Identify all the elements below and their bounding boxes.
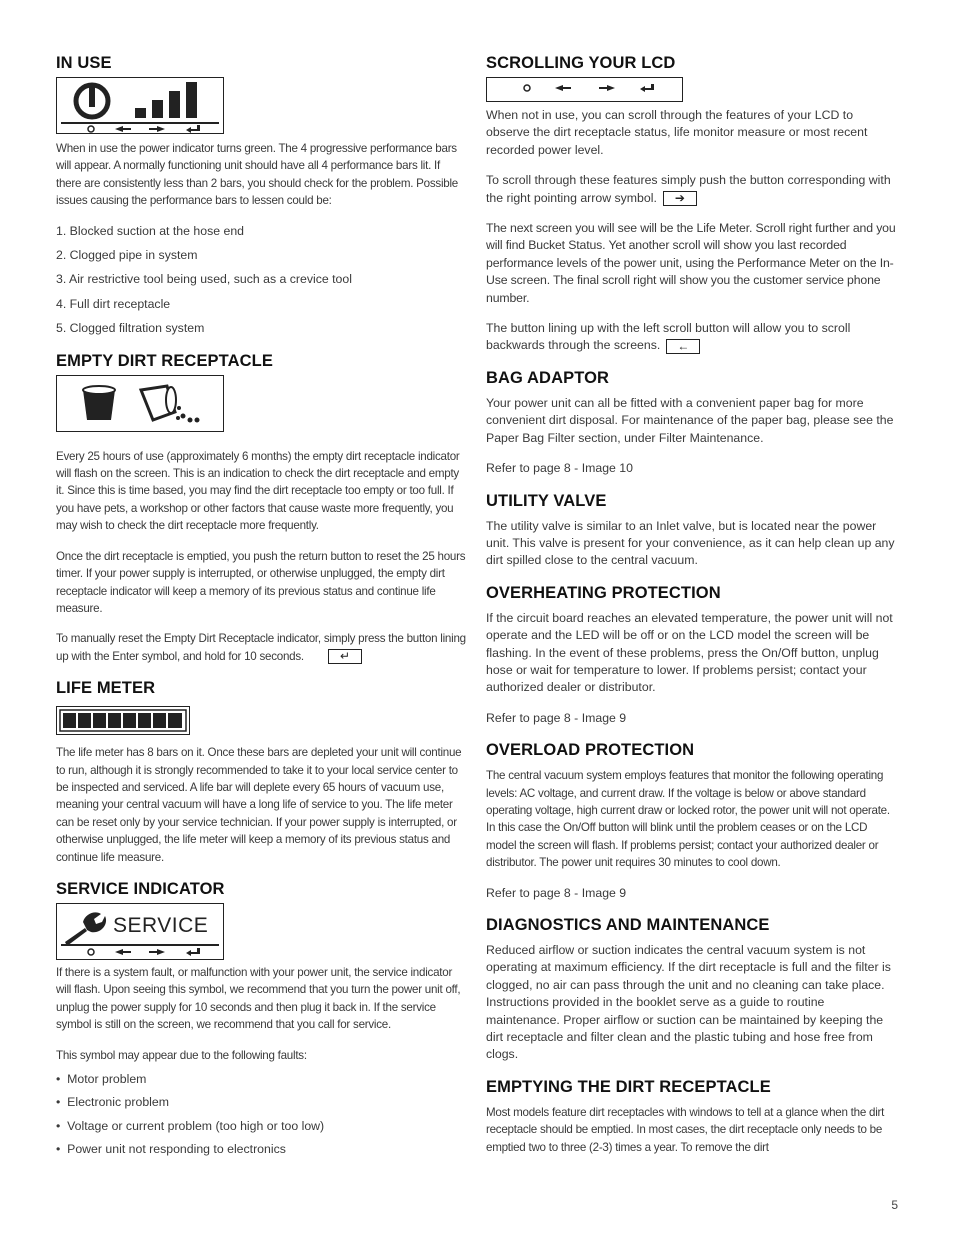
left-column bbox=[56, 52, 468, 1159]
scrolling-paragraph-2 bbox=[486, 172, 900, 207]
overload-reference: Refer to page 8 - Image 9 bbox=[486, 885, 627, 900]
diagnostics-heading: DIAGNOSTICS AND MAINTENANCE bbox=[486, 916, 770, 934]
empty-dirt-paragraph-1: Every 25 hours of use (approximately 6 months) the empty dirt receptacle indicator will flash on the screen. This is an indication to check the dirt receptacle and empty it. Since this is time based, you may find the dirt receptacle too empty or too full. If you have pets, a workshop or other factors that cause waste more frequently, you may wish to check the dirt receptacle more frequently. bbox=[56, 449, 460, 533]
emptying-paragraph: Most models feature dirt receptacles with windows to tell at a glance when the dirt receptacle should be emptied. In most cases, the dirt receptacle only needs to be emptied two to three (2-3) times a year. To remove the dirt bbox=[486, 1105, 885, 1154]
list-item: • Voltage or current problem (too high or too low) bbox=[56, 1118, 325, 1133]
enter-icon bbox=[186, 948, 200, 956]
bag-adaptor-paragraph: Your power unit can all be fitted with a convenient paper bag for more convenient dirt disposal. For maintenance of the paper bag, please see the Paper Bag Filter section, under Filter Maintenance. bbox=[486, 395, 894, 445]
life-meter-bars bbox=[57, 707, 189, 734]
circle-button-icon bbox=[88, 126, 94, 132]
left-arrow-icon bbox=[115, 949, 131, 955]
overload-paragraph: The central vacuum system employs features that monitor the following operating levels: AC voltage, and current draw. If the voltage is below or above standard operating voltage, high current draw or locked rotor, the power unit will not operate. In this case the On/Off button will blink until the problem ceases or on the LCD model the screen will flash. If problems persist; contact your authorized dealer or distributor. The power unit requires 30 minutes to cool down. bbox=[486, 769, 890, 870]
list-item: • Power unit not responding to electronics bbox=[56, 1142, 286, 1157]
life-bar bbox=[93, 713, 106, 728]
life-bar bbox=[168, 713, 182, 728]
right-arrow-icon: ➔ bbox=[663, 191, 697, 206]
scrolling-heading: SCROLLING YOUR LCD bbox=[486, 54, 676, 72]
empty-dirt-reset-text: To manually reset the Empty Dirt Receptacle indicator, simply press the button lining up with the Enter symbol, and hold for 10 seconds. bbox=[56, 632, 466, 663]
list-item: 1. Blocked suction at the hose end bbox=[56, 223, 244, 238]
in-use-lcd-graphic bbox=[57, 78, 223, 133]
wrench-icon bbox=[65, 912, 106, 946]
performance-bar-4 bbox=[186, 82, 197, 118]
in-use-lcd bbox=[56, 77, 224, 134]
diagnostics-paragraph: Reduced airflow or suction indicates the central vacuum system is not operating at maximum efficiency. If the dirt receptacle is full and the filter is clogged, no air can pass through the unit and no cleaning can take place. Instructions provided in the booklet serve as a guide to routine maintenance. Proper airflow or suction can be maintained by keeping the dirt receptacle and filter clean and the plastic tubing and hose free from clogs. bbox=[486, 943, 891, 1062]
life-bar bbox=[78, 713, 91, 728]
page-number: 5 bbox=[891, 1198, 898, 1212]
lcd-divider bbox=[61, 944, 219, 946]
scrolling-paragraph-3: The next screen you will see will be the Life Meter. Scroll right further and you will find Bucket Status. Yet another scroll will show you last recorded performance levels of the power unit, using the Performance Meter on the In-Use screen. The final scroll right will show you the customer service phone number. bbox=[486, 221, 896, 305]
utility-valve-paragraph: The utility valve is similar to an Inlet valve, but is located near the power unit. This valve is present for your convenience, as it can help clean up any dirt spilled close to the central vacuum. bbox=[486, 518, 895, 568]
lcd-divider bbox=[61, 122, 219, 124]
enter-icon bbox=[186, 125, 200, 133]
bucket-graphic bbox=[57, 376, 223, 431]
power-icon bbox=[76, 85, 108, 117]
list-item: 3. Air restrictive tool being used, such as a crevice tool bbox=[56, 272, 352, 287]
life-meter-heading: LIFE METER bbox=[56, 679, 156, 698]
circle-button-icon bbox=[88, 949, 94, 955]
life-meter-lcd bbox=[56, 706, 190, 735]
performance-bar-3 bbox=[169, 91, 180, 118]
service-paragraph-2: This symbol may appear due to the following faults: bbox=[56, 1048, 307, 1062]
life-bar bbox=[153, 713, 166, 728]
list-item: • Motor problem bbox=[56, 1072, 147, 1086]
enter-icon bbox=[640, 84, 654, 92]
life-bar bbox=[63, 713, 76, 728]
list-item: • Electronic problem bbox=[56, 1095, 169, 1110]
life-bar bbox=[123, 713, 136, 728]
overheating-heading: OVERHEATING PROTECTION bbox=[486, 583, 721, 602]
list-item: 5. Clogged filtration system bbox=[56, 321, 205, 336]
scrolling-lcd bbox=[486, 77, 683, 102]
performance-bar-1 bbox=[135, 108, 146, 118]
list-item: 2. Clogged pipe in system bbox=[56, 248, 198, 263]
left-arrow-icon bbox=[115, 126, 131, 132]
service-lcd bbox=[56, 903, 224, 960]
in-use-heading: IN USE bbox=[56, 54, 112, 72]
service-paragraph-1: If there is a system fault, or malfunction with your power unit, the service indicator will flash. Upon seeing this symbol, we recommend that you turn the power unit off, unplug the power supply for 10 seconds and then plug it back in. If the service symbol is still on the screen, we recommend that you call for service. bbox=[56, 965, 461, 1032]
emptying-heading: EMPTYING THE DIRT RECEPTACLE bbox=[486, 1077, 771, 1096]
empty-dirt-paragraph-2: Once the dirt receptacle is emptied, you push the return button to reset the 25 hours timer. If your power supply is interrupted, or otherwise unplugged, the empty dirt receptacle indicator will keep a memory of its previous status and continue life measure. bbox=[56, 549, 466, 615]
life-meter-paragraph: The life meter has 8 bars on it. Once these bars are depleted your unit will continue to run, although it is strongly recommended to take it to your local service center to be inspected and serviced. A life bar will deplete every 65 hours of vacuum use, meaning your central vacuum will have a long life of service to you. The life meter can be reset only by your service technician. If your power supply is interrupted, or otherwise unplugged, the life meter will keep a memory of its previous status and continue life measure. bbox=[56, 746, 462, 864]
life-bar bbox=[138, 713, 151, 728]
right-column bbox=[486, 52, 900, 1156]
service-lcd-text: SERVICE bbox=[113, 913, 209, 937]
empty-dirt-lcd bbox=[56, 375, 224, 432]
performance-bar-2 bbox=[152, 100, 163, 118]
scrolling-paragraph-1: When not in use, you can scroll through the features of your LCD to observe the dirt receptacle status, life monitor measure or most recent recorded power level. bbox=[486, 108, 868, 157]
tipped-bucket-icon bbox=[141, 386, 200, 423]
in-use-paragraph: When in use the power indicator turns green. The 4 progressive performance bars will appear. A normally functioning unit should have all 4 performance bars lit. If there are consistently less than 2 bars, you should check for the problem. Possible issues causing the performance bars to lessen could be: bbox=[56, 142, 459, 208]
scrolling-lcd-graphic bbox=[487, 78, 682, 101]
overheating-paragraph: If the circuit board reaches an elevated temperature, the power unit will not operate and the LED will be off or on the LCD model the screen will be flashing. In the event of these problems, press the On/Off button, unplug hose or wait for temperature to lower. If problems persist; contact your authorized dealer or distributor. bbox=[486, 610, 893, 695]
service-faults-list bbox=[56, 1071, 468, 1159]
life-bar bbox=[108, 713, 121, 728]
empty-dirt-paragraph-3 bbox=[56, 630, 468, 665]
overload-heading: OVERLOAD PROTECTION bbox=[486, 741, 695, 760]
scrolling-left-text: The button lining up with the left scroll button will allow you to scroll backwards through the screens. bbox=[486, 321, 851, 353]
list-item: 4. Full dirt receptacle bbox=[56, 296, 171, 311]
scrolling-right-text: To scroll through these features simply push the button corresponding with the right pointing arrow symbol. bbox=[486, 173, 891, 205]
overheating-reference: Refer to page 8 - Image 9 bbox=[486, 710, 627, 725]
bucket-icon bbox=[83, 386, 115, 420]
right-arrow-icon bbox=[599, 85, 615, 91]
scrolling-paragraph-4 bbox=[486, 320, 900, 355]
empty-dirt-heading: EMPTY DIRT RECEPTACLE bbox=[56, 351, 273, 370]
left-arrow-icon bbox=[555, 85, 571, 91]
left-arrow-icon: ← bbox=[666, 339, 700, 354]
right-arrow-icon bbox=[149, 126, 165, 132]
in-use-list bbox=[56, 223, 468, 338]
circle-button-icon bbox=[524, 85, 530, 91]
right-arrow-icon bbox=[149, 949, 165, 955]
bag-adaptor-heading: BAG ADAPTOR bbox=[486, 368, 610, 387]
enter-icon: ↵ bbox=[328, 649, 362, 664]
utility-valve-heading: UTILITY VALVE bbox=[486, 491, 607, 510]
bag-adaptor-reference: Refer to page 8 - Image 10 bbox=[486, 461, 633, 476]
service-heading: SERVICE INDICATOR bbox=[56, 879, 225, 898]
